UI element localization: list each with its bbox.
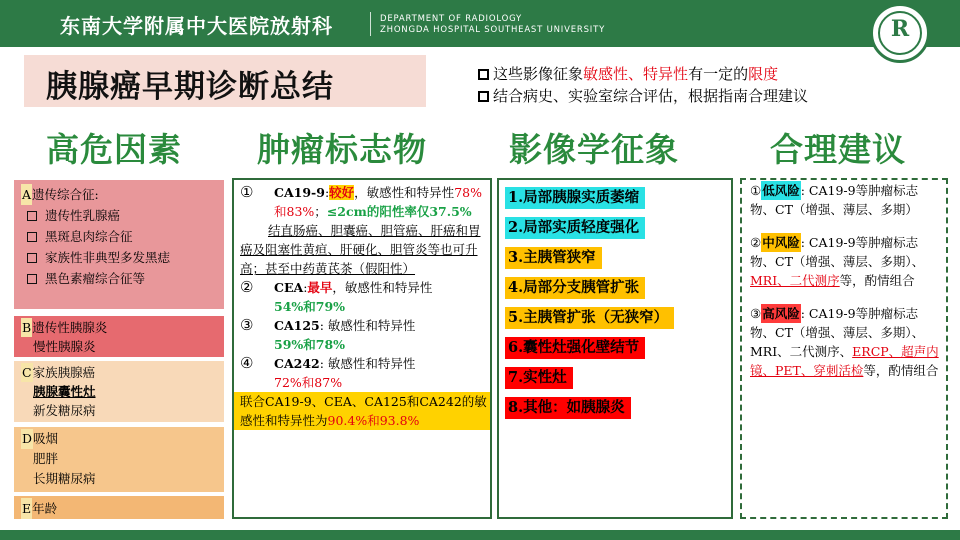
- marker-percent: 90.4%和93.8%: [327, 413, 420, 428]
- header-divider: [370, 12, 371, 36]
- marker-percent: 54%和79%: [274, 299, 346, 314]
- risk-group-b: [14, 316, 224, 358]
- marker-name: CA242: [274, 356, 320, 371]
- marker-small-lesion: ≤2cm的阳性率仅37.5%: [326, 204, 472, 219]
- risk-item: 长期糖尿病: [33, 471, 96, 486]
- risk-item: 年龄: [32, 501, 58, 516]
- note-guideline: [478, 85, 808, 107]
- risk-letter: E: [21, 498, 32, 519]
- imaging-sign: 4.局部分支胰管扩张: [505, 277, 645, 299]
- note-emphasis: 限度: [748, 65, 779, 83]
- imaging-sign: 8.其他：如胰腺炎: [505, 397, 631, 419]
- marker-text: :: [324, 185, 330, 200]
- institution-name-en-line1: DEPARTMENT OF RADIOLOGY: [380, 14, 523, 24]
- marker-text: 联合CA19-9、CEA、CA125和CA242的敏感性和特异性为: [240, 394, 487, 428]
- recommendation-number: ①: [750, 183, 762, 198]
- institution-name: 东南大学附属中大医院放射科: [60, 14, 333, 38]
- recommendations-panel: [740, 178, 948, 519]
- imaging-signs-panel: [497, 178, 733, 519]
- marker-text: :: [303, 280, 308, 295]
- risk-letter: A: [21, 184, 32, 205]
- column-title-markers: 肿瘤标志物: [257, 130, 427, 169]
- risk-group-a: [14, 180, 224, 310]
- marker-ca125: [240, 316, 482, 354]
- recommendation-emphasis: MRI、二代测序: [750, 273, 840, 288]
- risk-item: 吸烟: [33, 431, 59, 446]
- logo-mark: R: [890, 16, 910, 42]
- marker-ca199: [240, 183, 482, 221]
- column-title-risk: 高危因素: [46, 130, 182, 169]
- imaging-sign: 5.主胰管扩张（无狭窄）: [505, 307, 674, 329]
- marker-number: ④: [240, 354, 254, 372]
- checkbox-bullet-icon: [27, 211, 37, 221]
- imaging-sign: 7.实性灶: [505, 367, 573, 389]
- risk-item: 遗传性胰腺炎: [32, 320, 108, 335]
- institution-name-en-line2: ZHONGDA HOSPITAL SOUTHEAST UNIVERSITY: [380, 25, 606, 35]
- list-item: [21, 268, 224, 289]
- risk-letter: D: [21, 429, 33, 449]
- checkbox-bullet-icon: [478, 69, 489, 80]
- risk-item: 家族胰腺癌: [32, 365, 96, 380]
- marker-number: ③: [240, 316, 254, 334]
- note-text: 结合病史、实验室综合评估，根据指南合理建议: [493, 87, 809, 105]
- marker-number: ①: [240, 183, 254, 201]
- list-item: [21, 247, 224, 268]
- header-bar: [0, 0, 960, 47]
- risk-group-d: [14, 427, 224, 493]
- marker-text: ，敏感性和特异性: [332, 280, 433, 295]
- risk-item: 黑色素瘤综合征等: [45, 271, 146, 286]
- list-item: [21, 226, 224, 247]
- recommendation-text: : CA19-9等肿瘤标志物、CT（增强、薄层、多期）: [750, 183, 919, 217]
- recommendation-mid-risk: [750, 233, 940, 290]
- recommendation-emphasis: ERCP、超声内镜、PET、穿刺活检: [750, 344, 939, 378]
- imaging-sign: 6.囊性灶强化壁结节: [505, 337, 645, 359]
- note-text: 这些影像征象: [493, 65, 584, 83]
- marker-text: : 敏感性和特异性: [319, 356, 416, 371]
- marker-percent: 72%和87%: [274, 375, 343, 390]
- marker-combined: [234, 392, 490, 430]
- hospital-logo: [870, 3, 930, 63]
- note-limitations: [478, 63, 808, 85]
- risk-level-badge: 低风险: [762, 183, 800, 198]
- marker-ca242: [240, 354, 482, 392]
- slide-title-box: [24, 55, 426, 107]
- imaging-sign: 1.局部胰腺实质萎缩: [505, 187, 645, 209]
- risk-item-emphasis: 胰腺囊性灶: [33, 384, 96, 399]
- recommendation-low-risk: [750, 181, 940, 219]
- note-emphasis: 敏感性: [583, 65, 629, 83]
- recommendation-high-risk: [750, 304, 940, 380]
- risk-item: 新发糖尿病: [33, 403, 96, 418]
- marker-text: ；: [314, 204, 327, 219]
- column-title-advice: 合理建议: [770, 130, 906, 169]
- tumor-markers-panel: [232, 178, 492, 519]
- risk-item: 家族性非典型多发黑痣: [45, 250, 171, 265]
- checkbox-bullet-icon: [27, 232, 37, 242]
- imaging-sign: 3.主胰管狭窄: [505, 247, 602, 269]
- risk-group-e: [14, 496, 224, 520]
- risk-list: [21, 205, 224, 289]
- note-text: 有一定的: [688, 65, 749, 83]
- risk-level-badge: 高风险: [762, 306, 800, 321]
- recommendation-text: : CA19-9等肿瘤标志物、CT（增强、薄层、多期）、: [750, 235, 925, 269]
- list-item: [21, 205, 224, 226]
- marker-name: CA19-9: [274, 185, 325, 200]
- marker-percent: 78%和83%: [274, 185, 482, 219]
- footer-bar: [0, 530, 960, 540]
- imaging-sign: 2.局部实质轻度强化: [505, 217, 645, 239]
- marker-emphasis: 较好: [329, 185, 355, 200]
- risk-item: 遗传性乳腺癌: [45, 208, 121, 223]
- checkbox-bullet-icon: [478, 91, 489, 102]
- column-title-imaging: 影像学征象: [509, 130, 679, 169]
- risk-letter: B: [22, 320, 32, 335]
- risk-item: 肥胖: [33, 451, 59, 466]
- checkbox-bullet-icon: [27, 274, 37, 284]
- risk-item: 慢性胰腺炎: [33, 339, 96, 354]
- recommendation-text: : CA19-9等肿瘤标志物、CT（增强、薄层、多期）、MRI、二代测序、: [750, 306, 925, 359]
- marker-emphasis: 最早: [307, 280, 333, 295]
- risk-item: 黑斑息肉综合征: [45, 229, 133, 244]
- recommendation-text: 等，酌情组合: [839, 273, 915, 288]
- marker-text: ，敏感性和特异性: [354, 185, 455, 200]
- marker-percent: 59%和78%: [274, 337, 346, 352]
- marker-name: CA125: [274, 318, 320, 333]
- marker-text: : 敏感性和特异性: [319, 318, 416, 333]
- risk-group-title: 遗传综合征:: [32, 187, 99, 202]
- recommendation-text: 等，酌情组合: [863, 363, 939, 378]
- marker-false-positive-note: 结直肠癌、胆囊癌、胆管癌、肝癌和胃癌及阻塞性黄疸、肝硬化、胆管炎等也可升高；甚至中药黄芪茶（假阳性）: [240, 223, 481, 276]
- risk-group-c: [14, 361, 224, 423]
- risk-letter: C: [22, 365, 32, 380]
- checkbox-bullet-icon: [27, 253, 37, 263]
- note-emphasis: 特异性: [643, 65, 689, 83]
- recommendation-number: ③: [750, 306, 762, 321]
- slide-title: 胰腺癌早期诊断总结: [46, 69, 334, 105]
- summary-notes: [478, 63, 808, 107]
- marker-cea: [240, 278, 482, 316]
- recommendation-number: ②: [750, 235, 762, 250]
- marker-name: CEA: [274, 280, 304, 295]
- risk-level-badge: 中风险: [762, 235, 800, 250]
- note-emphasis: 、: [628, 65, 644, 83]
- marker-number: ②: [240, 278, 254, 296]
